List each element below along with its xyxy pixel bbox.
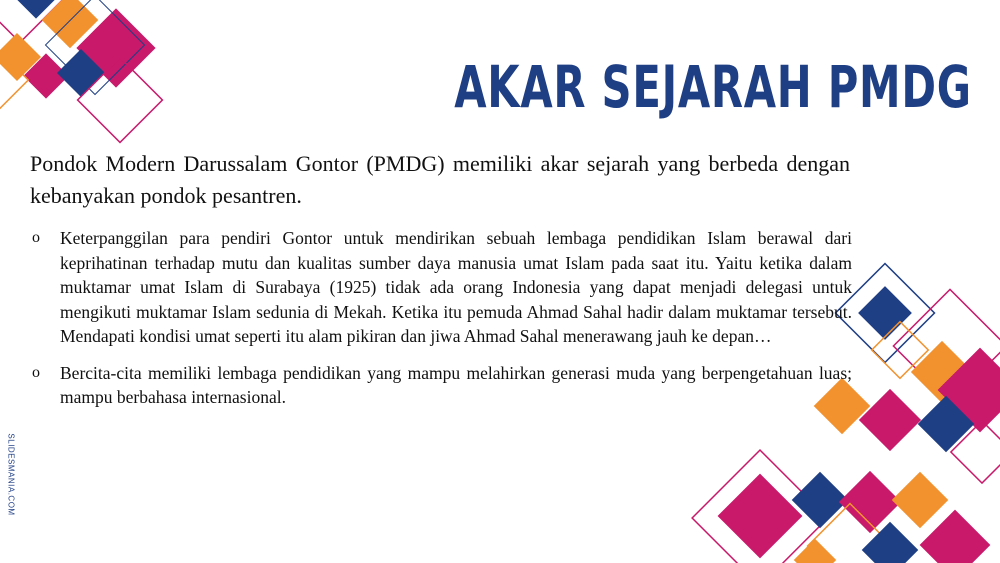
bullet-marker: o xyxy=(32,363,40,381)
list-item xyxy=(30,226,852,349)
list-item xyxy=(30,361,852,410)
watermark-text: SLIDESMANIA.COM xyxy=(6,433,16,516)
top-left-diamond-cluster xyxy=(0,0,162,142)
bullet-marker: o xyxy=(32,229,40,246)
bullet-text: Keterpanggilan para pendiri Gontor untuk mendirikan sebuah lembaga pendidikan Islam berawal dari keprihatinan terhadap mutu dan kualitas sumber daya manusia umat Islam pada saat itu. Yaitu ketika dalam muktamar umat Islam di Surabaya (1925) tidak ada orang Indonesia yang dapat menjadi delegasi untuk mengikuti muktamar Islam sedunia di Mekah. Ketika itu pemuda Ahmad Sahal hadir dalam muktamar tersebut. Mendapati kondisi umat seperti itu alam pikiran dan jiwa Ahmad Sahal menerawang jauh ke depan… xyxy=(60,228,852,346)
bullet-list xyxy=(30,226,852,422)
bullet-text: Bercita-cita memiliki lembaga pendidikan yang mampu melahirkan generasi muda yang berpengetahuan luas; mampu berbahasa internasional. xyxy=(60,362,852,407)
slide-title: AKAR SEJARAH PMDG xyxy=(454,53,972,121)
intro-paragraph: Pondok Modern Darussalam Gontor (PMDG) memiliki akar sejarah yang berbeda dengan kebanyakan pondok pesantren. xyxy=(30,151,850,208)
bottom-right-diamond-cluster xyxy=(692,450,990,563)
